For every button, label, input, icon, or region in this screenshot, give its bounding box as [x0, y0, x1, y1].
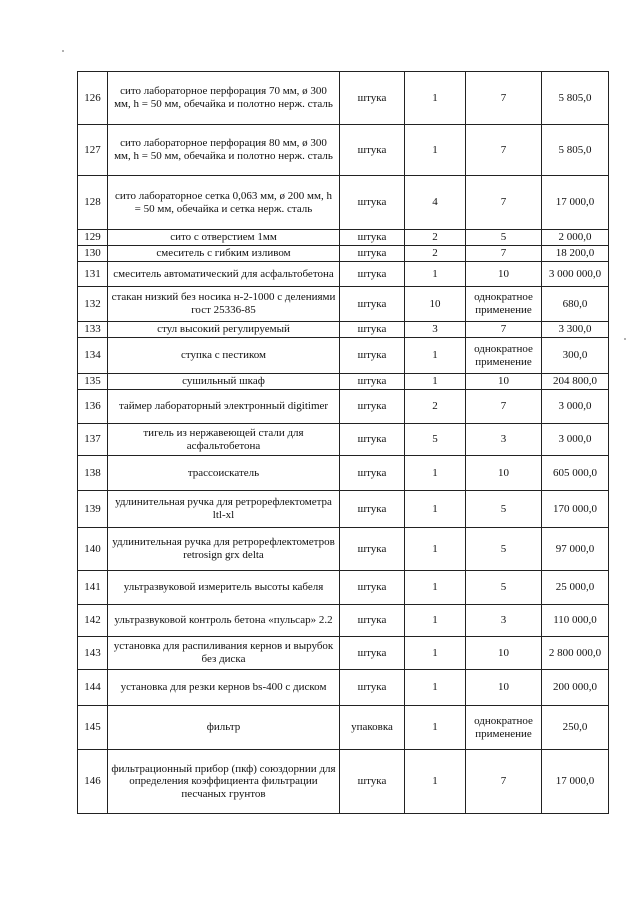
item-name: трассоискатель — [108, 456, 340, 491]
item-service-life: 5 — [466, 491, 542, 528]
item-price: 97 000,0 — [542, 528, 609, 571]
item-quantity: 3 — [405, 322, 466, 338]
item-price: 3 000,0 — [542, 424, 609, 456]
item-name: тигель из нержавеющей стали для асфальтобетона — [108, 424, 340, 456]
item-quantity: 1 — [405, 571, 466, 605]
item-unit: штука — [340, 287, 405, 322]
row-number: 146 — [78, 750, 108, 814]
item-service-life: 7 — [466, 390, 542, 424]
item-price: 17 000,0 — [542, 176, 609, 230]
item-name: таймер лабораторный электронный digitimer — [108, 390, 340, 424]
table-row — [78, 125, 609, 176]
item-price: 3 300,0 — [542, 322, 609, 338]
item-price: 300,0 — [542, 338, 609, 374]
row-number: 129 — [78, 230, 108, 246]
item-name: сито лабораторное перфорация 70 мм, ø 300 мм, h = 50 мм, обечайка и полотно нерж. сталь — [108, 72, 340, 125]
item-price: 5 805,0 — [542, 125, 609, 176]
equipment-table-body — [78, 72, 609, 814]
item-unit: штука — [340, 390, 405, 424]
row-number: 141 — [78, 571, 108, 605]
item-price: 5 805,0 — [542, 72, 609, 125]
item-quantity: 4 — [405, 176, 466, 230]
item-quantity: 2 — [405, 390, 466, 424]
row-number: 144 — [78, 670, 108, 706]
item-name: удлинительная ручка для ретрорефлектометра ltl-xl — [108, 491, 340, 528]
item-price: 2 800 000,0 — [542, 637, 609, 670]
equipment-table — [77, 71, 609, 814]
item-name: фильтр — [108, 706, 340, 750]
item-price: 2 000,0 — [542, 230, 609, 246]
item-service-life: 10 — [466, 262, 542, 287]
table-row — [78, 287, 609, 322]
table-row — [78, 424, 609, 456]
item-name: стакан низкий без носика н-2-1000 с делениями гост 25336-85 — [108, 287, 340, 322]
item-name: смеситель автоматический для асфальтобетона — [108, 262, 340, 287]
item-quantity: 1 — [405, 750, 466, 814]
item-service-life: 7 — [466, 750, 542, 814]
item-quantity: 1 — [405, 637, 466, 670]
item-name: сито с отверстием 1мм — [108, 230, 340, 246]
item-quantity: 1 — [405, 456, 466, 491]
row-number: 140 — [78, 528, 108, 571]
table-row — [78, 605, 609, 637]
item-unit: штука — [340, 72, 405, 125]
item-unit: штука — [340, 491, 405, 528]
item-unit: штука — [340, 528, 405, 571]
item-quantity: 1 — [405, 605, 466, 637]
item-name: ультразвуковой контроль бетона «пульсар» 2.2 — [108, 605, 340, 637]
item-unit: штука — [340, 176, 405, 230]
item-price: 200 000,0 — [542, 670, 609, 706]
item-name: фильтрационный прибор (пкф) союздорнии для определения коэффициента фильтрации песчаных грунтов — [108, 750, 340, 814]
item-quantity: 1 — [405, 528, 466, 571]
item-service-life: 3 — [466, 605, 542, 637]
item-name: установка для распиливания кернов и вырубок без диска — [108, 637, 340, 670]
row-number: 145 — [78, 706, 108, 750]
row-number: 142 — [78, 605, 108, 637]
table-row — [78, 338, 609, 374]
item-unit: штука — [340, 670, 405, 706]
row-number: 127 — [78, 125, 108, 176]
table-row — [78, 262, 609, 287]
table-row — [78, 528, 609, 571]
table-row — [78, 491, 609, 528]
item-unit: штука — [340, 424, 405, 456]
item-name: ступка с пестиком — [108, 338, 340, 374]
row-number: 135 — [78, 374, 108, 390]
item-price: 17 000,0 — [542, 750, 609, 814]
item-price: 3 000 000,0 — [542, 262, 609, 287]
item-service-life: 10 — [466, 637, 542, 670]
item-unit: штука — [340, 374, 405, 390]
item-price: 170 000,0 — [542, 491, 609, 528]
item-quantity: 5 — [405, 424, 466, 456]
item-name: ультразвуковой измеритель высоты кабеля — [108, 571, 340, 605]
item-name: смеситель с гибким изливом — [108, 246, 340, 262]
table-row — [78, 670, 609, 706]
item-quantity: 1 — [405, 374, 466, 390]
item-quantity: 1 — [405, 338, 466, 374]
item-unit: штука — [340, 338, 405, 374]
scan-speck — [62, 50, 64, 52]
table-row — [78, 390, 609, 424]
row-number: 136 — [78, 390, 108, 424]
row-number: 134 — [78, 338, 108, 374]
item-unit: штука — [340, 750, 405, 814]
item-price: 110 000,0 — [542, 605, 609, 637]
row-number: 138 — [78, 456, 108, 491]
table-row — [78, 230, 609, 246]
item-price: 3 000,0 — [542, 390, 609, 424]
item-service-life: однократное применение — [466, 287, 542, 322]
item-service-life: 5 — [466, 571, 542, 605]
item-price: 250,0 — [542, 706, 609, 750]
item-name: сито лабораторное сетка 0,063 мм, ø 200 мм, h = 50 мм, обечайка и сетка нерж. сталь — [108, 176, 340, 230]
item-service-life: 10 — [466, 456, 542, 491]
item-quantity: 1 — [405, 125, 466, 176]
row-number: 126 — [78, 72, 108, 125]
item-unit: штука — [340, 125, 405, 176]
item-service-life: 7 — [466, 322, 542, 338]
item-service-life: 10 — [466, 374, 542, 390]
row-number: 130 — [78, 246, 108, 262]
item-unit: штука — [340, 230, 405, 246]
row-number: 128 — [78, 176, 108, 230]
item-name: удлинительная ручка для ретрорефлектометров retrosign grx delta — [108, 528, 340, 571]
row-number: 131 — [78, 262, 108, 287]
table-row — [78, 176, 609, 230]
item-quantity: 2 — [405, 230, 466, 246]
row-number: 139 — [78, 491, 108, 528]
table-row — [78, 637, 609, 670]
item-quantity: 1 — [405, 72, 466, 125]
item-price: 204 800,0 — [542, 374, 609, 390]
table-row — [78, 456, 609, 491]
item-quantity: 1 — [405, 706, 466, 750]
item-service-life: 7 — [466, 72, 542, 125]
table-row — [78, 246, 609, 262]
item-unit: штука — [340, 322, 405, 338]
table-row — [78, 72, 609, 125]
item-unit: упаковка — [340, 706, 405, 750]
item-price: 25 000,0 — [542, 571, 609, 605]
item-price: 680,0 — [542, 287, 609, 322]
item-name: сушильный шкаф — [108, 374, 340, 390]
item-service-life: 7 — [466, 125, 542, 176]
item-name: сито лабораторное перфорация 80 мм, ø 300 мм, h = 50 мм, обечайка и полотно нерж. сталь — [108, 125, 340, 176]
item-service-life: 10 — [466, 670, 542, 706]
item-quantity: 1 — [405, 491, 466, 528]
table-row — [78, 750, 609, 814]
item-unit: штука — [340, 571, 405, 605]
item-unit: штука — [340, 246, 405, 262]
item-quantity: 2 — [405, 246, 466, 262]
table-row — [78, 706, 609, 750]
item-quantity: 10 — [405, 287, 466, 322]
item-service-life: 7 — [466, 176, 542, 230]
item-name: установка для резки кернов bs-400 с диском — [108, 670, 340, 706]
item-price: 18 200,0 — [542, 246, 609, 262]
item-name: стул высокий регулируемый — [108, 322, 340, 338]
item-service-life: 5 — [466, 528, 542, 571]
item-service-life: однократное применение — [466, 706, 542, 750]
row-number: 143 — [78, 637, 108, 670]
item-quantity: 1 — [405, 670, 466, 706]
item-price: 605 000,0 — [542, 456, 609, 491]
row-number: 133 — [78, 322, 108, 338]
item-unit: штука — [340, 456, 405, 491]
table-row — [78, 374, 609, 390]
item-unit: штука — [340, 605, 405, 637]
table-row — [78, 571, 609, 605]
row-number: 132 — [78, 287, 108, 322]
item-service-life: 3 — [466, 424, 542, 456]
item-service-life: однократное применение — [466, 338, 542, 374]
item-service-life: 7 — [466, 246, 542, 262]
item-unit: штука — [340, 262, 405, 287]
table-row — [78, 322, 609, 338]
item-quantity: 1 — [405, 262, 466, 287]
scan-speck — [624, 338, 626, 340]
item-unit: штука — [340, 637, 405, 670]
item-service-life: 5 — [466, 230, 542, 246]
row-number: 137 — [78, 424, 108, 456]
